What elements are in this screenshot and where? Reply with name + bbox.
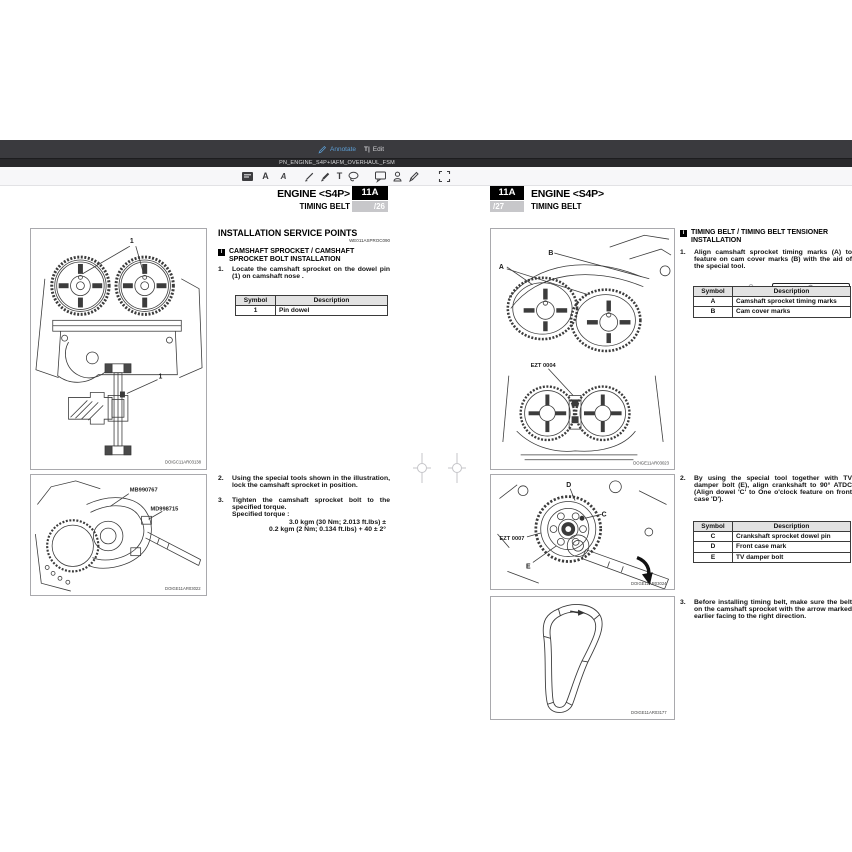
highlighter-icon[interactable] (319, 170, 332, 183)
tab-annotate[interactable] (318, 140, 356, 158)
torque-value: 0.2 kgm (2 Nm; 0.134 ft.lbs) + 40 ± 2° (269, 526, 386, 533)
comment-icon[interactable] (374, 170, 387, 183)
tool-label: MB990767 (129, 487, 158, 494)
fig-label: C (601, 511, 607, 519)
tool-label: EZT 0007 (499, 535, 525, 542)
step-item: 1. Align camshaft sprocket timing marks (A) to feature on cam cover marks (B) with the aid of the special tool. (680, 249, 852, 271)
document-tab[interactable]: PN_ENGINE_S4P+IAFM_OVERHAUL_FSM (279, 160, 395, 166)
left-subsection-heading: i CAMSHAFT SPROCKET / CAMSHAFT SPROCKET BOLT INSTALLATION (218, 248, 390, 263)
doc-code: WE011ASPROC090 (349, 238, 390, 243)
section-title: INSTALLATION SERVICE POINTS (218, 228, 358, 238)
info-badge-icon: i (218, 249, 225, 256)
fig-label: A (498, 263, 504, 271)
info-badge-icon: i (680, 230, 687, 237)
right-page-subtitle: TIMING BELT (531, 202, 582, 211)
fig-label: B (548, 250, 554, 258)
font-small-icon[interactable]: A (280, 172, 287, 181)
pencil-icon[interactable] (303, 170, 316, 183)
table-header-row: Symbol Description (694, 522, 851, 532)
right-page-number: /27 (490, 201, 524, 212)
figure-camshaft-sprocket (30, 228, 207, 470)
table-row: A Camshaft sprocket timing marks (694, 297, 851, 307)
figure-timing-belt (490, 596, 675, 720)
left-page-subtitle: TIMING BELT (299, 202, 350, 211)
annotate-pen-icon (318, 145, 327, 154)
figure-timing-marks (490, 228, 675, 470)
table-row: C Crankshaft sprocket dowel pin (694, 532, 851, 542)
figure-code: DOIGE11AR03024 (630, 581, 667, 587)
symbol-table (693, 521, 851, 563)
right-page-title: ENGINE <S4P> (531, 188, 604, 200)
edit-text-icon: T| (364, 145, 370, 153)
fig-label: 1 (129, 238, 134, 246)
tab-edit[interactable] (364, 140, 384, 158)
fig-label: D (566, 481, 572, 489)
table-row: B Cam cover marks (694, 307, 851, 317)
annotation-panel-icon[interactable] (241, 170, 254, 183)
figure-code: DOIGE11AR03177 (631, 710, 667, 716)
step-item: 2. By using the special tool together with TV damper bolt (E), align crankshaft to 90° ATDC (Align dowel 'C' to One o'clock feature on front case 'D'). (680, 475, 852, 504)
registration-mark (412, 452, 432, 484)
left-page-number: /26 (352, 201, 388, 212)
fig-label: 1 (158, 373, 163, 381)
document-tab-bar (0, 158, 852, 167)
lasso-icon[interactable] (347, 170, 360, 183)
font-large-icon[interactable]: A (262, 171, 269, 181)
table-header-row: Symbol Description (236, 296, 388, 306)
stamp-icon[interactable] (391, 170, 404, 183)
signature-pen-icon[interactable] (407, 170, 420, 183)
registration-mark (447, 452, 467, 484)
step-item: 3. Tighten the camshaft sprocket bolt to the specified torque. (218, 496, 390, 511)
right-chapter-badge: 11A (490, 186, 524, 200)
step-item: 2. Using the special tools shown in the illustration, lock the camshaft sprocket in position. (218, 475, 390, 490)
tab-annotate-label: Annotate (330, 145, 357, 153)
tool-label: EZT 0004 (530, 362, 556, 369)
tool-label: MD998715 (150, 506, 179, 513)
symbol-table (693, 286, 851, 318)
table-row: E TV damper bolt (694, 552, 851, 562)
table-row: D Front case mark (694, 542, 851, 552)
right-subsection-heading: i TIMING BELT / TIMING BELT TENSIONER INSTALLATION (680, 229, 852, 244)
figure-code: DOIGC11AR03138 (164, 459, 202, 465)
titlebar (0, 140, 852, 158)
left-page-title: ENGINE <S4P> (277, 188, 350, 200)
step-item: 3. Before installing timing belt, make sure the belt on the camshaft sprocket with the arrow marked earlier facing to the right direction. (680, 599, 852, 621)
table-header-row: Symbol Description (694, 287, 851, 297)
text-tool-icon[interactable]: T (336, 171, 343, 181)
table-row: 1 Pin dowel (236, 306, 388, 316)
fig-label: E (525, 563, 531, 571)
figure-special-tools (30, 474, 207, 596)
fullscreen-icon[interactable] (438, 170, 451, 183)
annotation-toolbar (0, 167, 852, 186)
figure-code: DOIGE11AR03022 (165, 586, 201, 592)
tab-edit-label: Edit (372, 145, 384, 153)
torque-value: 3.0 kgm (30 Nm; 2.013 ft.lbs) ± (288, 518, 386, 526)
left-chapter-badge: 11A (352, 186, 388, 200)
step-item: 1. Locate the camshaft sprocket on the dowel pin (1) on camshaft nose . (218, 266, 390, 281)
figure-crankshaft (490, 474, 675, 590)
symbol-table (235, 295, 388, 316)
figure-code: DOIGE11AR03023 (633, 460, 670, 466)
torque-label: Specified torque : (232, 511, 290, 518)
